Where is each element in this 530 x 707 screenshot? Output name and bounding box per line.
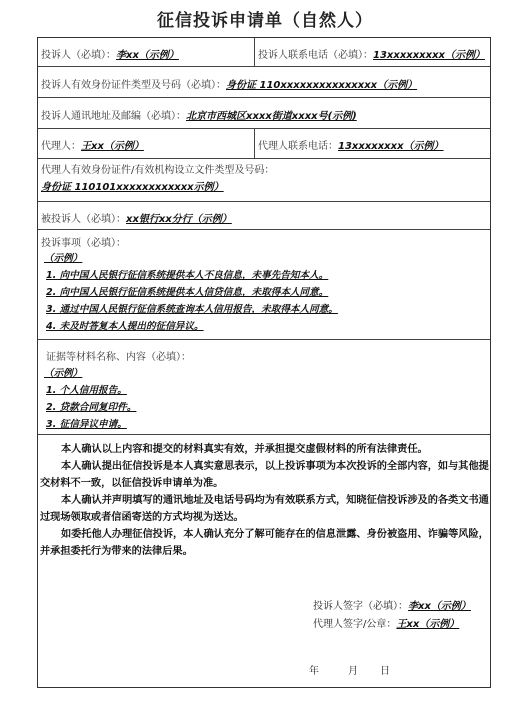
column-divider	[254, 38, 255, 66]
complainant-phone-value: 13xxxxxxxxx（示例）	[373, 50, 485, 61]
complainant-field[interactable]	[41, 46, 179, 61]
respondent-value: xx银行xx分行（示例）	[126, 214, 232, 225]
id-document-label: 投诉人有效身份证件类型及号码（必填）：	[41, 80, 226, 91]
agent-signature-value: 王xx（示例）	[396, 619, 460, 630]
evidence-example-tag: （示例）	[44, 368, 83, 379]
complainant-label: 投诉人（必填）：	[41, 50, 116, 61]
address-label: 投诉人通讯地址及邮编（必填）：	[41, 111, 186, 122]
complainant-signature-value: 李xx（示例）	[408, 601, 471, 612]
row-divider	[38, 158, 490, 159]
complainant-signature-field[interactable]	[313, 597, 471, 612]
row-divider	[38, 97, 490, 98]
complaint-matter-item: 2. 向中国人民银行征信系统提供本人信贷信息，未取得本人同意。	[46, 287, 329, 298]
evidence-item: 2. 贷款合同复印件。	[46, 402, 137, 413]
complaint-form	[37, 37, 491, 688]
column-divider	[254, 128, 255, 158]
row-divider	[38, 66, 490, 67]
complaint-matter-item: 1. 向中国人民银行征信系统提供本人不良信息，未事先告知本人。	[46, 270, 329, 281]
agent-phone-value: 13xxxxxxxx（示例）	[338, 141, 444, 152]
row-divider	[38, 339, 490, 340]
declaration-section	[40, 441, 490, 560]
respondent-field[interactable]	[41, 210, 232, 225]
declaration-paragraph: 本人确认以上内容和提交的材料真实有效，并承担提交虚假材料的所有法律责任。	[61, 444, 428, 455]
complainant-signature-label: 投诉人签字（必填）：	[313, 601, 408, 612]
agent-id-label: 代理人有效身份证件/有效机构设立文件类型及号码：	[41, 165, 275, 176]
complaint-matters-example-tag: （示例）	[44, 253, 83, 264]
id-document-field[interactable]	[41, 76, 417, 91]
complainant-phone-field[interactable]	[258, 46, 485, 61]
row-divider	[38, 229, 490, 230]
agent-signature-field[interactable]	[313, 615, 459, 630]
declaration-paragraph: 本人确认提出征信投诉是本人真实意思表示，以上投诉事项为本次投诉的全部内容，如与其他提交材料不一致，以征信投诉申请单为准。	[40, 461, 489, 489]
complaint-matters-label: 投诉事项（必填）：	[41, 238, 126, 249]
agent-signature-label: 代理人签字/公章：	[313, 619, 397, 630]
complaint-matter-item: 4. 未及时答复本人提出的征信异议。	[46, 321, 204, 332]
agent-label: 代理人：	[41, 141, 81, 152]
date-day: 日	[380, 666, 390, 677]
row-divider	[38, 434, 490, 435]
complainant-value: 李xx（示例）	[116, 50, 179, 61]
address-value: 北京市西城区xxxx街道xxxx号(示例)	[186, 111, 357, 122]
complainant-phone-label: 投诉人联系电话（必填）：	[258, 50, 373, 61]
address-field[interactable]	[41, 107, 357, 122]
agent-id-value: 身份证 110101xxxxxxxxxxxx示例）	[41, 182, 224, 193]
date-year: 年	[309, 666, 319, 677]
row-divider	[38, 128, 490, 129]
evidence-item: 3. 征信异议申请。	[46, 419, 127, 430]
declaration-paragraph: 如委托他人办理征信投诉，本人确认充分了解可能存在的信息泄露、身份被盗用、诈骗等风险，并承担委托行为带来的法律后果。	[40, 529, 489, 557]
agent-phone-label: 代理人联系电话：	[258, 141, 338, 152]
form-title: 征信投诉申请单（自然人）	[157, 11, 373, 31]
date-month: 月	[348, 666, 358, 677]
agent-phone-field[interactable]	[258, 137, 444, 152]
respondent-label: 被投诉人（必填）：	[41, 214, 126, 225]
evidence-label: 证据等材料名称、内容（必填）：	[46, 352, 191, 363]
row-divider	[38, 201, 490, 202]
agent-id-field[interactable]	[41, 178, 224, 193]
declaration-paragraph: 本人确认并声明填写的通讯地址及电话号码均为有效联系方式，知晓征信投诉涉及的各类文书通过现场领取或者信函寄送的方式均视为送达。	[40, 495, 489, 523]
evidence-item: 1. 个人信用报告。	[46, 385, 127, 396]
id-document-value: 身份证 110xxxxxxxxxxxxxxx（示例）	[226, 80, 418, 91]
complaint-matter-item: 3. 通过中国人民银行征信系统查询本人信用报告，未取得本人同意。	[46, 304, 338, 315]
agent-value: 王xx（示例）	[81, 141, 144, 152]
agent-field[interactable]	[41, 137, 144, 152]
